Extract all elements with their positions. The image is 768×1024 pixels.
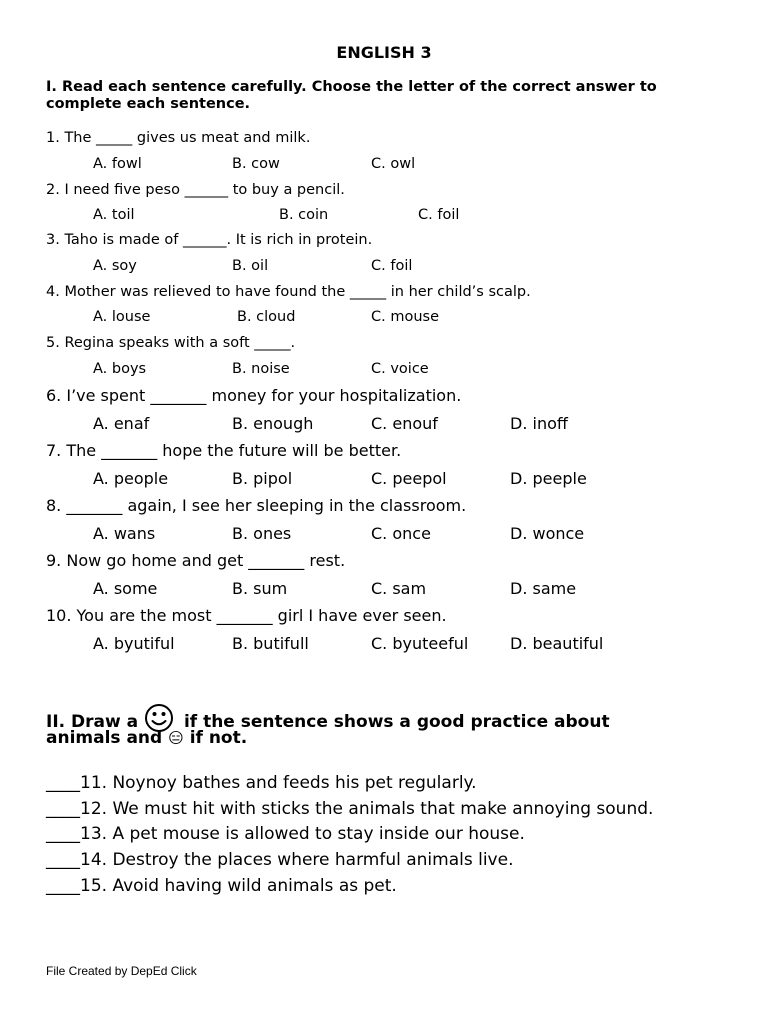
q6-option-d: D. inoff	[510, 414, 568, 433]
q6-option-a: A. enaf	[93, 414, 150, 433]
q8-option-c: C. once	[371, 524, 431, 543]
q10-option-b: B. butifull	[232, 634, 309, 653]
q9-option-d: D. same	[510, 579, 577, 598]
q10-option-a: A. byutiful	[93, 634, 175, 653]
part2-second-line-b: if not.	[189, 728, 248, 748]
part2-heading-line2	[46, 728, 247, 748]
part2-middle: if the sentence shows a good practice about	[183, 712, 610, 732]
q9-option-a: A. some	[93, 579, 158, 598]
part2-item-13: ____13. A pet mouse is allowed to stay inside our house.	[46, 824, 525, 844]
question-9: 9. Now go home and get _______ rest.	[46, 551, 346, 570]
footer-credit: File Created by DepEd Click	[46, 964, 197, 978]
q5-option-b: B. noise	[232, 361, 290, 377]
q2-option-b: B. coin	[279, 207, 329, 223]
q3-option-a: A. soy	[93, 258, 137, 274]
part2-item-14: ____14. Destroy the places where harmful animals live.	[46, 850, 514, 870]
page-title: ENGLISH 3	[336, 43, 432, 62]
part2-item-12: ____12. We must hit with sticks the animals that make annoying sound.	[46, 799, 654, 819]
q1-option-c: C. owl	[371, 156, 416, 172]
question-5: 5. Regina speaks with a soft _____.	[46, 335, 296, 351]
question-2: 2. I need five peso ______ to buy a pencil.	[46, 182, 345, 198]
question-3: 3. Taho is made of ______. It is rich in protein.	[46, 232, 373, 248]
q10-option-c: C. byuteeful	[371, 634, 469, 653]
part1-instruction: I. Read each sentence carefully. Choose the letter of the correct answer to complete each sentence.	[46, 79, 657, 112]
q1-option-b: B. cow	[232, 156, 280, 172]
part2-item-15: ____15. Avoid having wild animals as pet.	[46, 876, 397, 896]
q8-option-b: B. ones	[232, 524, 292, 543]
neutral-face-icon: 😑	[168, 729, 184, 747]
part2-lead: II. Draw a	[46, 712, 139, 732]
q1-option-a: A. fowl	[93, 156, 142, 172]
question-7: 7. The _______ hope the future will be better.	[46, 441, 402, 460]
q7-option-b: B. pipol	[232, 469, 293, 488]
question-4: 4. Mother was relieved to have found the _____ in her child’s scalp.	[46, 284, 531, 300]
question-1: 1. The _____ gives us meat and milk.	[46, 130, 311, 146]
q5-option-a: A. boys	[93, 361, 147, 377]
question-10: 10. You are the most _______ girl I have ever seen.	[46, 606, 447, 625]
q2-option-c: C. foil	[418, 207, 460, 223]
q9-option-c: C. sam	[371, 579, 427, 598]
question-6: 6. I’ve spent _______ money for your hospitalization.	[46, 386, 462, 405]
q4-option-a: A. louse	[93, 309, 151, 325]
question-8: 8. _______ again, I see her sleeping in the classroom.	[46, 496, 467, 515]
q4-option-c: C. mouse	[371, 309, 440, 325]
q4-option-b: B. cloud	[237, 309, 296, 325]
q6-option-b: B. enough	[232, 414, 314, 433]
q2-option-a: A. toil	[93, 207, 135, 223]
q6-option-c: C. enouf	[371, 414, 438, 433]
q7-option-d: D. peeple	[510, 469, 587, 488]
q8-option-d: D. wonce	[510, 524, 585, 543]
q9-option-b: B. sum	[232, 579, 288, 598]
q8-option-a: A. wans	[93, 524, 156, 543]
q3-option-c: C. foil	[371, 258, 413, 274]
part2-item-11: ____11. Noynoy bathes and feeds his pet regularly.	[46, 773, 477, 793]
q7-option-c: C. peepol	[371, 469, 447, 488]
q7-option-a: A. people	[93, 469, 169, 488]
part2-second-line-a: animals and	[46, 728, 163, 748]
q3-option-b: B. oil	[232, 258, 269, 274]
q10-option-d: D. beautiful	[510, 634, 604, 653]
q5-option-c: C. voice	[371, 361, 429, 377]
